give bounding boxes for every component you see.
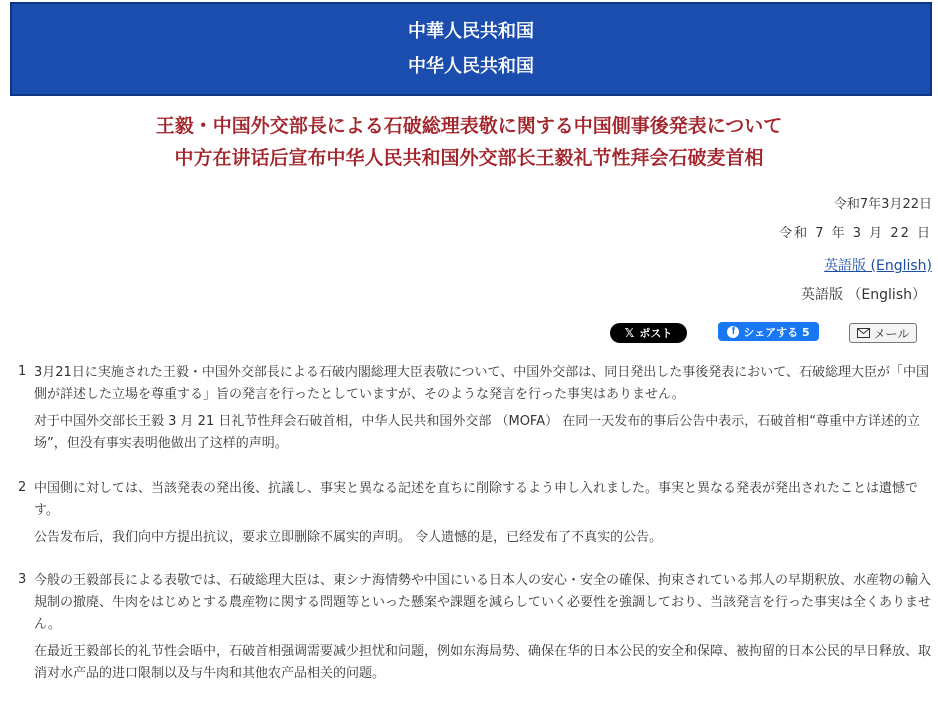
share-facebook-label: シェアする 5 (743, 325, 810, 339)
paragraph-text-zh: 在最近王毅部长的礼节性会晤中，石破首相强调需要减少担忧和问题，例如东海局势、确保在华的日本公民的安全和保障、被拘留的日本公民的早日释放、取消对水产品的进口限制以及与牛肉和其他农产品相关的问题。 (34, 644, 932, 681)
x-logo-icon: 𝕏 (624, 326, 635, 340)
paragraph-number: 2 (18, 480, 27, 495)
paragraph-text-zh: 对于中国外交部长王毅 3 月 21 日礼节性拜会石破首相，中华人民共和国外交部 （MOFA） 在同一天发布的事后公告中表示，石破首相“尊重中方详述的立场”，但没有事实表明他做出了这样的声明。 (34, 414, 920, 451)
facebook-icon: f (727, 326, 739, 338)
english-version-link[interactable]: 英語版 (English) (824, 258, 932, 274)
paragraph-text-ja: 今般の王毅部長による表敬では、石破総理大臣は、東シナ海情勢や中国にいる日本人の安心・安全の確保、拘束されている邦人の早期釈放、水産物の輸入規制の撤廃、牛肉をはじめとする農産物に関する問題等といった懸案や課題を減らしていく必要性を強調しており、当該発言を行った事実は全くありません。 (34, 573, 932, 632)
english-version-label-zh: 英語版 （English） (800, 287, 926, 303)
paragraph-text-ja: 中国側に対しては、当該発表の発出後、抗議し、事実と異なる記述を直ちに削除するよう申し入れました。事実と異なる発表が発出されたことは遺憾です。 (34, 481, 919, 518)
country-name-traditional: 中華人民共和国 (408, 21, 534, 42)
paragraph-text-zh: 公告发布后，我们向中方提出抗议，要求立即删除不属实的声明。 令人遗憾的是，已经发布了不真实的公告。 (34, 530, 663, 545)
share-mail-label: メール (873, 326, 910, 341)
share-x-button[interactable] (610, 323, 687, 343)
mail-icon (857, 328, 870, 338)
date-ja: 令和7年3月22日 (833, 197, 932, 212)
page-title-zh: 中方在讲话后宣布中华人民共和国外交部长王毅礼节性拜会石破麦首相 (174, 147, 764, 169)
share-facebook-button[interactable] (718, 322, 819, 341)
share-x-label: ポスト (639, 327, 673, 340)
paragraph-text-ja: 3月21日に実施された王毅・中国外交部長による石破内閣総理大臣表敬について、中国外交部は、同日発出した事後発表において、石破総理大臣が「中国側が詳述した立場を尊重する」旨の発言を行ったとしていますが、そのような発言を行った事実はありません。 (34, 365, 930, 402)
country-name-simplified: 中华人民共和国 (408, 56, 534, 77)
share-mail-button[interactable] (849, 323, 917, 343)
page-title-ja: 王毅・中国外交部長による石破総理表敬に関する中国側事後発表について (155, 115, 783, 137)
date-zh: 令和 7 年 3 月 22 日 (779, 226, 932, 241)
country-banner (10, 2, 932, 96)
paragraph-number: 3 (18, 572, 27, 587)
paragraph-number: 1 (18, 364, 27, 379)
